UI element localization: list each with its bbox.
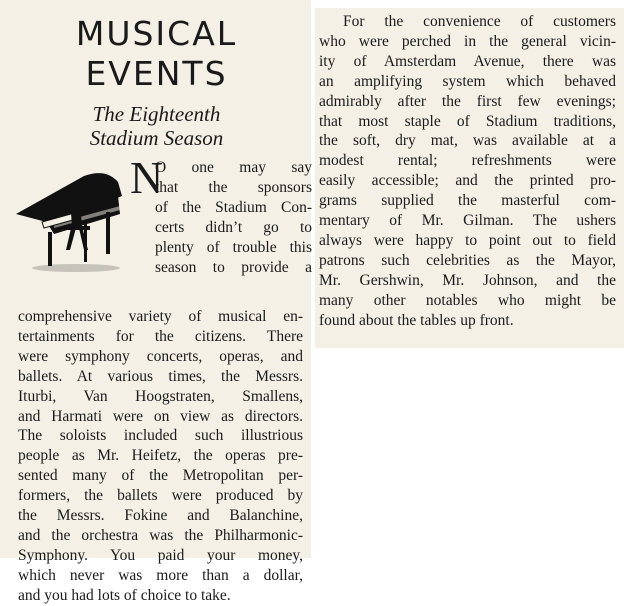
subtitle-line: Stadium Season xyxy=(89,126,224,150)
intro-paragraph xyxy=(155,158,312,277)
body-paragraph xyxy=(18,307,303,606)
text-line: the soft, dry mat, was available at a xyxy=(319,132,616,150)
text-line: Mr. Gershwin, Mr. Johnson, and the xyxy=(319,271,616,289)
text-line: comprehensive variety of musical en- xyxy=(18,308,303,325)
text-line: and the orchestra was the Philharmonic- xyxy=(18,526,303,544)
text-line: For the convenience of customers xyxy=(343,13,616,30)
subtitle-line: The Eighteenth xyxy=(92,102,221,126)
article-title xyxy=(10,14,303,94)
text-line: tertainments for the citizens. There xyxy=(18,327,303,345)
text-line: plenty of trouble this xyxy=(155,238,312,256)
text-line: many other notables who might be xyxy=(319,291,616,309)
text-line: which never was more than a dollar, xyxy=(18,566,303,584)
text-line: season to provide a xyxy=(155,258,312,276)
text-line: mentary of Mr. Gilman. The ushers xyxy=(319,212,616,230)
text-line: the Messrs. Fokine and Balanchine, xyxy=(18,507,303,525)
right-column xyxy=(315,8,624,348)
text-line: grams supplied the masterful com- xyxy=(319,192,616,210)
intro-block xyxy=(18,152,312,307)
text-line: found about the tables up front. xyxy=(319,311,514,329)
text-line: modest rental; refreshments were xyxy=(319,152,616,170)
article-subtitle xyxy=(10,102,303,150)
piano-illustration xyxy=(14,166,124,276)
text-line: easily accessible; and the printed pro- xyxy=(319,172,616,190)
text-line: always were happy to point out to field xyxy=(319,231,616,249)
text-line: and you had lots of choice to take. xyxy=(18,586,231,604)
text-line: people as Mr. Heifetz, the operas pre- xyxy=(18,447,303,465)
text-line: of the Stadium Con- xyxy=(155,198,312,216)
drop-cap-letter: N xyxy=(130,152,164,203)
text-line: an amplifying system which behaved xyxy=(319,72,616,90)
text-line: certs didn’t go to xyxy=(155,218,312,236)
text-line: formers, the ballets were produced by xyxy=(18,487,303,505)
text-line: ity of Amsterdam Avenue, there was xyxy=(319,52,616,70)
text-line: admirably after the first few evenings; xyxy=(319,92,616,110)
title-line: EVENTS xyxy=(85,54,228,93)
text-line: who were perched in the general vicin- xyxy=(319,32,616,50)
text-line: Iturbi, Van Hoogstraten, Smallens, xyxy=(18,387,303,405)
text-line: patrons such celebrities as the Mayor, xyxy=(319,251,616,269)
text-line: and Harmati were on view as directors. xyxy=(18,407,303,425)
text-line: that most staple of Stadium traditions, xyxy=(319,112,616,130)
left-column xyxy=(0,0,312,604)
title-line: MUSICAL xyxy=(75,14,238,53)
text-line: sented many of the Metropolitan per- xyxy=(18,467,303,485)
text-line: that the sponsors xyxy=(155,178,312,196)
text-line: The soloists included such illustrious xyxy=(18,427,303,445)
text-line: were symphony concerts, operas, and xyxy=(18,347,303,365)
text-line: O one may say xyxy=(155,159,312,176)
right-paragraph xyxy=(319,12,616,331)
text-line: Symphony. You paid your money, xyxy=(18,546,303,564)
text-line: ballets. At various times, the Messrs. xyxy=(18,367,303,385)
